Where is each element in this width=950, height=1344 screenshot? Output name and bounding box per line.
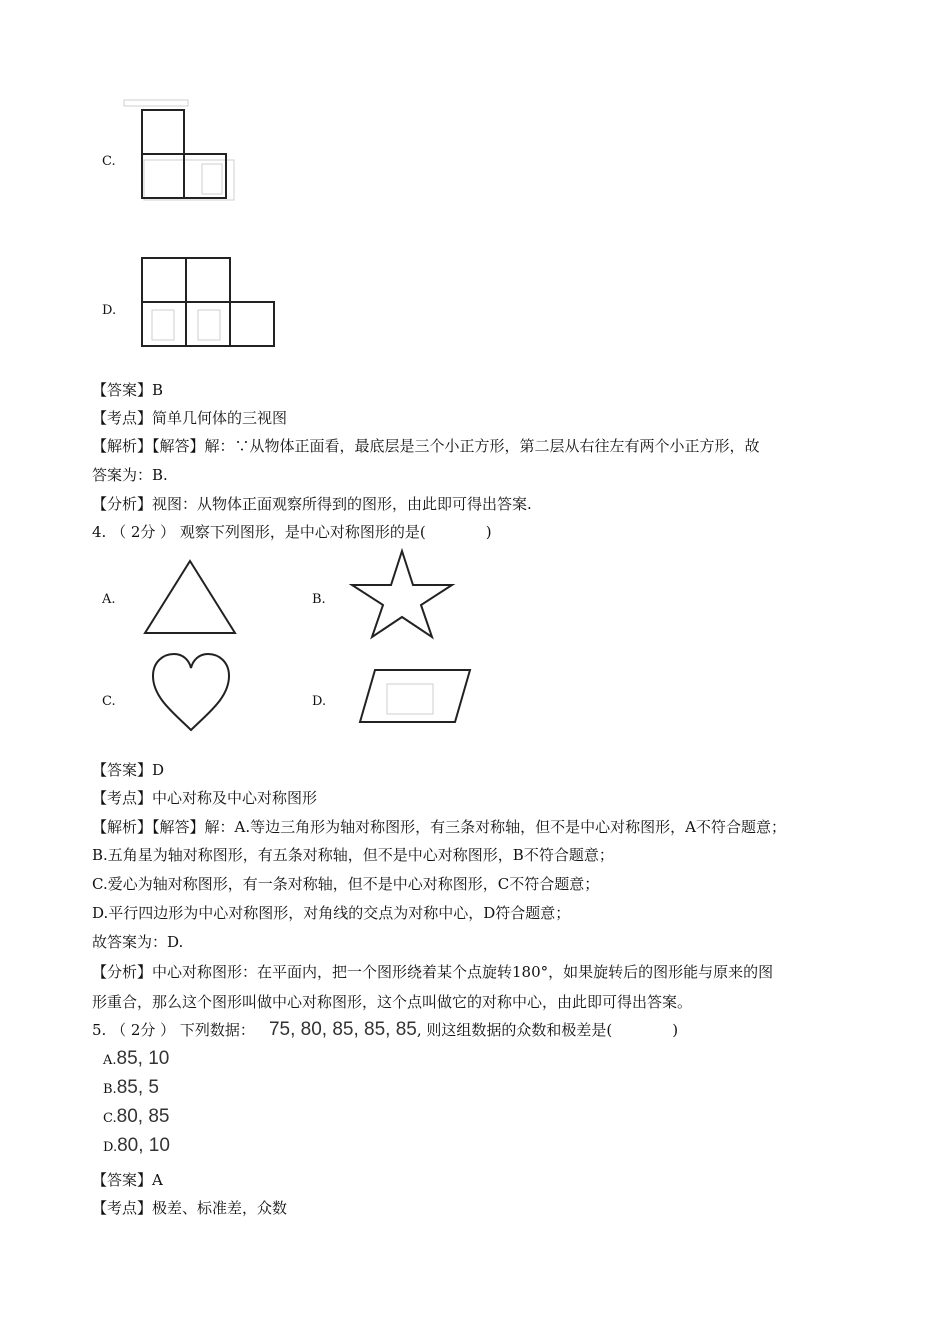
q4-jiexi-line5: 故答案为：D. xyxy=(92,933,184,951)
q5-option-a xyxy=(103,1048,169,1070)
q5-option-b xyxy=(103,1077,159,1099)
q3-jiexi-line1: 【解析】【解答】解：∵从物体正面看，最底层是三个小正方形，第二层从右往左有两个小正方形，故 xyxy=(92,437,760,455)
q4-kaodian: 【考点】中心对称及中心对称图形 xyxy=(92,789,318,807)
q4-option-a-label: A. xyxy=(102,592,116,607)
q3-fenxi: 【分析】视图：从物体正面观察所得到的图形，由此即可得出答案. xyxy=(92,495,532,513)
triangle-icon xyxy=(135,555,245,640)
q4-stem: 4. （ 2分 ） 观察下列图形，是中心对称图形的是( ) xyxy=(92,523,492,541)
q5-option-b-label: B. xyxy=(103,1082,117,1097)
q4-fenxi-line2: 形重合，那么这个图形叫做中心对称图形，这个点叫做它的对称中心，由此即可得出答案。 xyxy=(92,993,693,1011)
q5-option-c xyxy=(103,1106,169,1128)
q4-option-c-label: C. xyxy=(102,694,116,709)
q4-jiexi-line1: 【解析】【解答】解：A.等边三角形为轴对称图形，有三条对称轴，但不是中心对称图形，A不符合题意； xyxy=(92,818,786,836)
q4-jiexi-line4: D.平行四边形为中心对称图形，对角线的交点为对称中心，D符合题意； xyxy=(92,904,571,922)
q4-option-d-label: D. xyxy=(312,694,327,709)
q5-option-a-value: 85, 10 xyxy=(116,1048,170,1069)
q4-fenxi-line1: 【分析】中心对称图形：在平面内，把一个图形绕着某个点旋转180°，如果旋转后的图形能与原来的图 xyxy=(92,963,774,981)
q5-option-d-label: D. xyxy=(103,1140,118,1155)
q5-option-c-value: 80, 85 xyxy=(116,1106,170,1127)
q3-jiexi-line2: 答案为：B. xyxy=(92,466,168,484)
q3-option-c-label: C. xyxy=(102,154,116,169)
q5-kaodian: 【考点】极差、标准差，众数 xyxy=(92,1199,288,1217)
q5-stem-prefix: 5. （ 2分 ） 下列数据： xyxy=(92,1021,255,1039)
q5-stem-suffix: , 则这组数据的众数和极差是( ) xyxy=(416,1021,679,1039)
q3-kaodian: 【考点】简单几何体的三视图 xyxy=(92,409,288,427)
parallelogram-icon xyxy=(345,660,480,730)
q5-option-d xyxy=(103,1135,170,1157)
q5-answer: 【答案】A xyxy=(92,1171,163,1189)
q4-jiexi-line3: C.爱心为轴对称图形，有一条对称轴，但不是中心对称图形，C不符合题意； xyxy=(92,875,600,893)
q5-option-a-label: A. xyxy=(103,1053,117,1068)
q5-data-values: 75, 80, 85, 85, 85 xyxy=(268,1019,417,1040)
q5-option-c-label: C. xyxy=(103,1111,117,1126)
q4-option-b-label: B. xyxy=(312,592,326,607)
star-icon xyxy=(348,545,458,640)
q5-stem xyxy=(92,1020,678,1040)
q3-option-d-figure xyxy=(134,250,284,355)
q3-option-c-figure xyxy=(120,98,250,210)
q3-answer: 【答案】B xyxy=(92,381,164,399)
q5-option-b-value: 85, 5 xyxy=(116,1077,159,1098)
q3-option-d-label: D. xyxy=(102,303,117,318)
heart-icon xyxy=(145,650,240,735)
q5-option-d-value: 80, 10 xyxy=(117,1135,170,1156)
q4-answer: 【答案】D xyxy=(92,761,165,779)
q4-jiexi-line2: B.五角星为轴对称图形，有五条对称轴，但不是中心对称图形，B不符合题意； xyxy=(92,846,614,864)
